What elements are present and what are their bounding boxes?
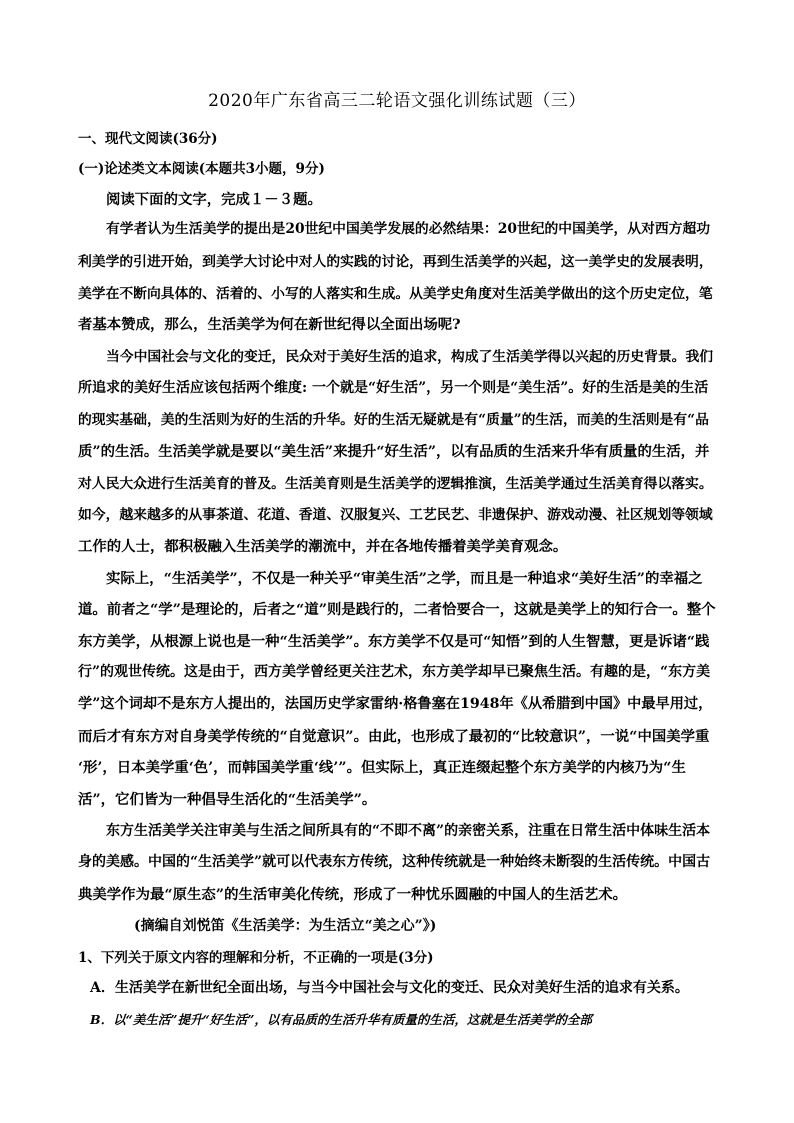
instruction-text: 阅读下面的文字，完成１－３题。 <box>106 191 322 208</box>
paragraph-line: 如今，越来越多的从事茶道、花道、香道、汉服复兴、工艺民艺、非遗保护、游戏动漫、社区规划等领域 <box>78 507 713 523</box>
question-1: 1、下列关于原文内容的理解和分析，不正确的一项是(3分) <box>78 950 434 966</box>
paragraph-line: ‘形’，日本美学重‘色’，而韩国美学重‘线’”。但实际上，真正连缀起整个东方美学的内核乃为“生 <box>78 759 686 776</box>
paragraph-line: 而后才有东方对自身美学传统的“自觉意识”。由此，也形成了最初的“比较意识”，一说“中国美学重 <box>78 728 710 745</box>
paragraph-line: 的现实基础，美的生活则为好的生活的升华。好的生活无疑就是有“质量”的生活，而美的生活则是有“品 <box>78 412 709 428</box>
page-title: 2020年广东省高三二轮语文强化训练试题（三） <box>208 91 586 111</box>
option-a: A．生活美学在新世纪全面出场，与当今中国社会与文化的变迁、民众对美好生活的追求有关系。 <box>90 980 689 996</box>
paragraph-line: 有学者认为生活美学的提出是20世纪中国美学发展的必然结果：20世纪的中国美学，从对西方超功 <box>106 221 711 237</box>
paragraph-line: 行”的观世传统。这是由于，西方美学曾经更关注艺术，东方美学却早已聚焦生活。有趣的是，“东方美 <box>78 664 711 680</box>
paragraph-line: 者基本赞成，那么，生活美学为何在新世纪得以全面出场呢? <box>78 316 461 333</box>
option-b: B．以“美生活”提升“好生活”，以有品质的生活升华有质量的生活，这就是生活美学的全部 <box>90 1012 592 1027</box>
paragraph-line: 道。前者之“学”是理论的，后者之“道”则是践行的，二者恰要合一，这就是美学上的知行合一。整个 <box>78 601 716 618</box>
paragraph-line: 学”这个词却不是东方人提出的，法国历史学家雷纳·格鲁塞在1948年《从希腊到中国》中最早用过， <box>78 696 713 712</box>
paragraph-line: 当今中国社会与文化的变迁，民众对于美好生活的追求，构成了生活美学得以兴起的历史背景。我们 <box>106 349 714 365</box>
paragraph-line: 东方生活美学关注审美与生活之间所具有的“不即不离”的亲密关系，注重在日常生活中体味生活本 <box>106 823 711 839</box>
paragraph-line: 对人民大众进行生活美育的普及。生活美育则是生活美学的逻辑推演，生活美学通过生活美育得以落实。 <box>78 476 713 492</box>
paragraph-line: 美学在不断向具体的、活着的、小写的人落实和生成。从美学史角度对生活美学做出的这个历史定位，笔 <box>78 286 713 302</box>
paragraph-line: 身的美感。中国的“生活美学”就可以代表东方传统，这种传统就是一种始终未断裂的生活传统。中国古 <box>78 854 711 870</box>
paragraph-line: 工作的人士，都积极融入生活美学的潮流中，并在各地传播着美学美育观念。 <box>78 538 568 555</box>
paragraph-line: 所追求的美好生活应该包括两个维度: 一个就是“好生活”，另一个则是“美生活”。好的生活是美的生活 <box>78 380 709 396</box>
paragraph-line: 利美学的引进开始，到美学大讨论中对人的实践的讨论，再到生活美学的兴起，这一美学史的发展表明， <box>78 254 713 270</box>
section-heading: 一、现代文阅读(36分) <box>78 131 218 147</box>
source-citation: (摘编自刘悦笛《生活美学：为生活立“美之心”》) <box>134 918 437 934</box>
paragraph-line: 质”的生活。生活美学就是要以“美生活”来提升“好生活”，以有品质的生活来升华有质量的生活，并 <box>78 443 710 460</box>
subsection-heading: (一)论述类文本阅读(本题共3小题，9分) <box>78 161 325 177</box>
paragraph-line: 活”，它们皆为一种倡导生活化的“生活美学”。 <box>78 791 377 808</box>
paragraph-line: 典美学作为最“原生态”的生活审美化传统，形成了一种忧乐圆融的中国人的生活艺术。 <box>78 886 628 903</box>
paragraph-line: 实际上，“生活美学”，不仅是一种关乎“审美生活”之学，而且是一种追求“美好生活”的幸福之 <box>106 570 703 587</box>
paragraph-line: 东方美学，从根源上说也是一种“生活美学”。东方美学不仅是可“知悟”到的人生智慧，更是诉诸“践 <box>78 633 710 650</box>
